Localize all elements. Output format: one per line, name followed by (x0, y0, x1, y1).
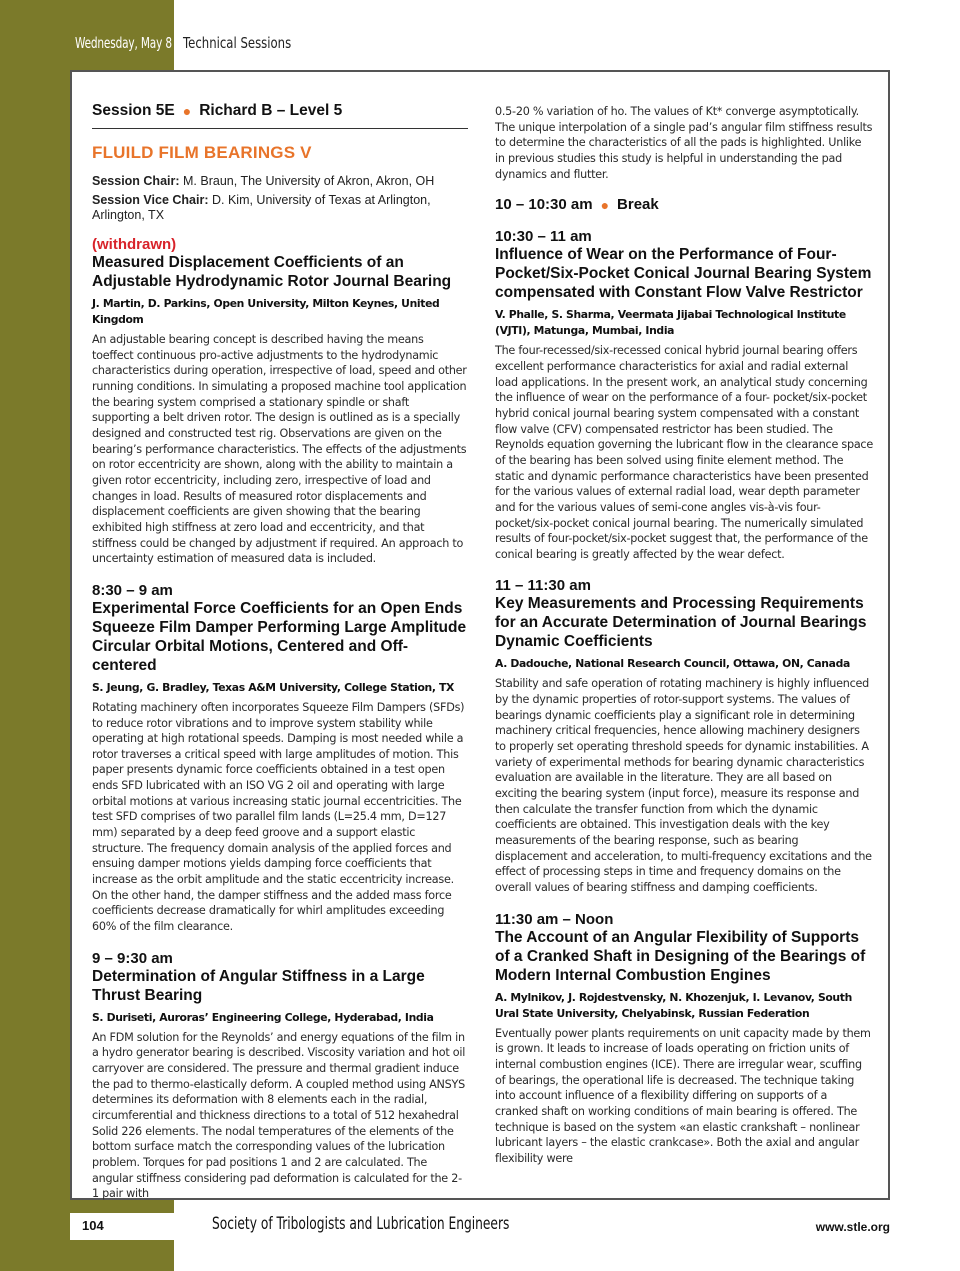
talk-abstract: The four-recessed/six-recessed conical hybrid journal bearing offers excellent performance characteristics for axial and radial external load applications. In the present work, an analytical study concerning the influence of wear on the performance of a four- pocket/six-pocket hybrid conical journal bearing system compensated with a constant flow valve (CFV) compensated restrictor has been studied. The Reynolds equation governing the lubricant flow in the clearance space of the bearing has been solved using finite element method. The static and dynamic performance characteristics have been presented for the various values of external radial load, wear depth parameter and for the various values of semi-cone angles vis-à-vis four-pocket/six-pocket conical journal bearing. The numerically simulated results of four-pocket/six-pocket suggest that, the performance of the conical bearing is greatly affected by the wear defect. (495, 344, 873, 561)
talk-authors: J. Martin, D. Parkins, Open University, Milton Keynes, United Kingdom (92, 297, 440, 326)
session-chair (92, 174, 468, 189)
break-time: 10 – 10:30 am (495, 196, 593, 214)
talk-authors: A. Dadouche, National Research Council, Ottawa, ON, Canada (495, 657, 850, 671)
talk-1030 (495, 228, 873, 562)
chair-name: M. Braun, The University of Akron, Akron, OH (183, 174, 435, 188)
talk-time: 11 – 11:30 am (495, 577, 591, 595)
session-heading (92, 102, 468, 129)
left-column (92, 102, 468, 1202)
page-header (0, 0, 960, 72)
talk-abstract: Eventually power plants requirements on unit capacity made by them is grown. It leads to increase of loads operating on friction units of internal combustion engines (ICE). There are irregular wear, scuffing of bearings, the operational life is decreased. The technique taking into account influence of a flexibility differing on supports of a cranked shaft on working conditions of main bearing is offered. The technique is based on the system «an elastic crankshaft – nonlinear lubricant layers – the elastic crankcase». Both the axial and angular flexibility were (495, 1026, 871, 1165)
talk-abstract: An adjustable bearing concept is described having the means toeffect continuous pro-active adjustments to the hydrodynamic characteristics during operation, irrespective of load, speed and other running conditions. In simulating a proposed machine tool application the bearing system comprised a stationary spindle or shaft supporting a belt driven rotor. The design is outlined as is a specially designed and constructed test rig. Observations are given on the bearing’s performance characteristics. The effects of the adjustments on rotor eccentricity are shown, along with the ability to maintain a given rotor eccentricity, including zero, irrespective of load and changes in load. Results of measured rotor displacements and displacement coefficients are given showing that the bearing exhibited high stiffness at zero load and eccentricity, and that stiffness could be changed by adjustment if required. An approach to uncertainty estimation of measured data is included. (92, 333, 467, 566)
session-room: Richard B – Level 5 (199, 102, 343, 119)
bullet-dot: ● (600, 196, 610, 213)
talk-title: Determination of Angular Stiffness in a Large Thrust Bearing (92, 967, 425, 1004)
right-column (495, 104, 873, 1167)
talk-time: 8:30 – 9 am (92, 581, 173, 599)
talk-abstract: An FDM solution for the Reynolds’ and energy equations of the film in a hydro generator bearing is described. Viscosity variation and hot oil carryover are considered. The pressure and thermal gradient induce the pad to thermo-elastically deform. A coupled method using ANSYS determines its deformation with 8 elements each in the radial, circumferential and thickness directions to a total of 512 hexahedral Solid 226 elements. The nodal temperatures of the elements of the bottom surface match the corresponding values of the lubrication problem. Torques for pad positions 1 and 2 are calculated. The angular stiffness considering pad deformation is calculated for the 2-1 pair with (92, 1030, 466, 1201)
talk-time: 9 – 9:30 am (92, 949, 173, 967)
talk-time: 11:30 am – Noon (495, 910, 614, 928)
bullet-dot: ● (182, 103, 192, 119)
abstract-continuation: 0.5-20 % variation of ho. The values of Kt* converge asymptotically. The unique interpolation of a single pad’s angular film stiffness results to determine the characteristics of all the pads is highlighted. Unlike in previous studies this study is helpful in understanding the pad dynamics and flutter. (495, 105, 873, 181)
header-date: Wednesday, May 8 (75, 34, 172, 52)
talk-0830 (92, 582, 468, 935)
talk-authors: V. Phalle, S. Sharma, Veermata Jijabai Technological Institute (VJTI), Matunga, Mumbai, India (495, 308, 846, 338)
talk-abstract: Rotating machinery often incorporates Squeeze Film Dampers (SFDs) to reduce rotor vibrations and to improve system stability while operating at high rotational speeds. Damping is most needed while a rotor traverses a critical speed with large amplitudes of motion. This paper presents dynamic force coefficients obtained in a test open ends SFD lubricated with an ISO VG 2 oil and operating with large orbital motions at various increasing static journal eccentricities. The test SFD comprises of two parallel film lands (L=25.4 mm, D=127 mm) separated by a deep feed groove and a support elastic structure. The frequency domain analysis of the applied forces and ensuing damper motions yields damping force coefficients that increase as the orbit amplitude and the static eccentricity increase. On the other hand, the damper stiffness and the added mass force coefficients decrease dramatically for whirl amplitudes exceeding 60% of the film clearance. (92, 700, 465, 934)
talk-title: Experimental Force Coefficients for an Open Ends Squeeze Film Damper Performing Large Amplitude Circular Orbital Motions, Centered and Off-centered (92, 599, 467, 674)
header-section: Technical Sessions (183, 34, 292, 52)
vice-chair-name: D. Kim, University of Texas at Arlington, Arlington, TX (92, 193, 431, 222)
vice-chair-label: Session Vice Chair: (92, 193, 209, 207)
talk-title: Influence of Wear on the Performance of Four-Pocket/Six-Pocket Conical Journal Bearing System compensated with Constant Flow Valve Restrictor (495, 246, 872, 302)
talk-withdrawn (92, 236, 468, 567)
talk-time: 10:30 – 11 am (495, 228, 592, 246)
talk-0900 (92, 950, 468, 1202)
page-number-box (70, 1213, 174, 1240)
session-code: Session 5E (92, 102, 175, 119)
talk-abstract: Stability and safe operation of rotating machinery is highly influenced by the dynamic properties of rotor-support systems. The values of bearings dynamic coefficients play a significant role in determining machinery critical frequencies, hence allowing machinery designers to properly set operating threshold speeds for dynamic instabilities. A variety of experimental methods for bearing dynamic characteristics evaluation are available in the literature. They are all based on exciting the bearing system (input force), measure its response and then calculate the transfer function from which the dynamic coefficients are obtained. This investigation deals with the key measurements of the bearing response, such as bearing displacement and acceleration, to multi-frequency excitations and the effect of processing steps in time and frequency domains on the overall values of bearing stiffness and damping coefficients. (495, 677, 872, 894)
content-frame (70, 70, 890, 1200)
talk-authors: S. Duriseti, Auroras’ Engineering College, Hyderabad, India (92, 1010, 434, 1024)
session-title: FLUILD FILM BEARINGS V (92, 143, 312, 162)
talk-authors: S. Jeung, G. Bradley, Texas A&M University, College Station, TX (92, 680, 455, 694)
footer-organization: Society of Tribologists and Lubrication Engineers (212, 1214, 510, 1234)
withdrawn-label: (withdrawn) (92, 236, 177, 253)
break-heading (495, 196, 873, 213)
talk-title: Measured Displacement Coefficients of an Adjustable Hydrodynamic Rotor Journal Bearing (92, 254, 452, 290)
talk-title: The Account of an Angular Flexibility of Supports of a Cranked Shaft in Designing of the Bearings of Modern Internal Combustion Engines (495, 928, 866, 984)
header-divider (174, 28, 176, 66)
talk-1100 (495, 577, 873, 895)
talk-title: Key Measurements and Processing Requirements for an Accurate Determination of Journal Bearings Dynamic Coefficients (495, 595, 867, 651)
session-vice-chair (92, 193, 468, 223)
talk-1130 (495, 911, 873, 1167)
talk-authors: A. Mylnikov, J. Rojdestvensky, N. Khozenjuk, I. Levanov, South Ural State University, Chelyabinsk, Russian Federation (495, 990, 852, 1020)
footer-url[interactable]: www.stle.org (815, 1220, 890, 1234)
chair-label: Session Chair: (92, 174, 180, 188)
break-label: Break (617, 196, 659, 214)
page-number: 104 (82, 1218, 104, 1233)
